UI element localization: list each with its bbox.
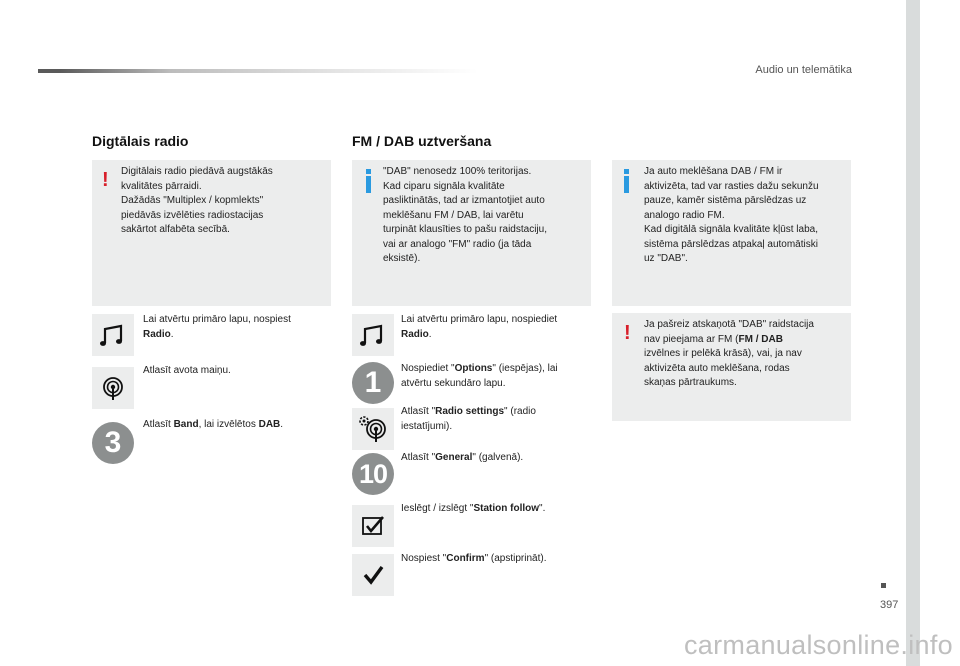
music-note-icon — [352, 314, 394, 356]
step-options: Nospiediet "Options" (iespējas), lai atvērtu sekundāro lapu. — [401, 363, 558, 389]
checkmark-icon — [352, 554, 394, 596]
header-rule — [38, 69, 478, 73]
info-note-coverage — [352, 160, 591, 306]
step-number-badge: 10 — [352, 453, 394, 495]
step-open-radio: Lai atvērtu primāro lapu, nospiediet Radio. — [401, 314, 558, 340]
warning-icon: ! — [624, 322, 631, 344]
info-icon — [366, 176, 371, 193]
warning-note-digital — [92, 160, 331, 306]
left-heading: Digtālais radio — [92, 133, 189, 149]
step-select-band: Atlasīt Band, lai izvēlētos DAB. — [143, 419, 284, 430]
info-icon — [624, 176, 629, 193]
watermark: carmanualsonline.info — [684, 630, 953, 660]
middle-heading: FM / DAB uztveršana — [352, 133, 492, 149]
page-marker — [881, 583, 886, 588]
step-general: Atlasīt "General" (galvenā). — [401, 452, 524, 463]
page-number: 397 — [880, 599, 899, 611]
checkbox-toggle-icon — [352, 505, 394, 547]
step-radio-settings: Atlasīt "Radio settings" (radio iestatījumi). — [401, 406, 536, 432]
step-number-badge: 1 — [352, 362, 394, 404]
warning-note-interruption — [612, 313, 851, 421]
step-confirm: Nospiest "Confirm" (apstiprināt). — [401, 553, 547, 564]
note-text: Ja pašreiz atskaņotā "DAB" raidstacija nav pieejama ar FM (FM / DAB izvēlnes ir pelēkā krāsā), vai, ja nav aktivizēta auto meklēšana, rodas skaņas pārtraukums. — [644, 319, 814, 388]
step-change-source: Atlasīt avota maiņu. — [143, 365, 231, 376]
step-open-radio: Lai atvērtu primāro lapu, nospiest Radio. — [143, 314, 291, 340]
radio-source-icon — [92, 367, 134, 409]
warning-icon: ! — [102, 169, 109, 191]
note-text: Digitālais radio piedāvā augstākās kvalitātes pārraidi. Dažādās "Multiplex / kopmlekts" piedāvās izvēlēties radiostacijas sakārtot alfabēta secībā. — [121, 166, 273, 235]
side-strip — [906, 0, 920, 666]
step-station-follow: Ieslēgt / izslēgt "Station follow". — [401, 503, 546, 514]
info-note-auto-search — [612, 160, 851, 306]
step-number-badge: 3 — [92, 422, 134, 464]
note-text: Ja auto meklēšana DAB / FM ir aktivizēta, tad var rasties dažu sekunžu pauze, kamēr sistēma pārslēdzas uz analogo radio FM. Kad digitālā signāla kvalitāte kļūst laba, sistēma pārslēdzas atpakaļ automātiski uz "DAB". — [644, 166, 819, 264]
music-note-icon — [92, 314, 134, 356]
note-text: "DAB" nenosedz 100% teritorijas. Kad ciparu signāla kvalitāte pasliktinātās, tad ar izmantotjiet auto meklēšanu FM / DAB, lai varētu turpināt klausīties to pašu raidstaciju, vai ar analogo "FM" radio (ja tāda eksistē). — [383, 166, 547, 264]
section-title: Audio un telemātika — [755, 64, 852, 76]
radio-settings-icon — [352, 408, 394, 450]
